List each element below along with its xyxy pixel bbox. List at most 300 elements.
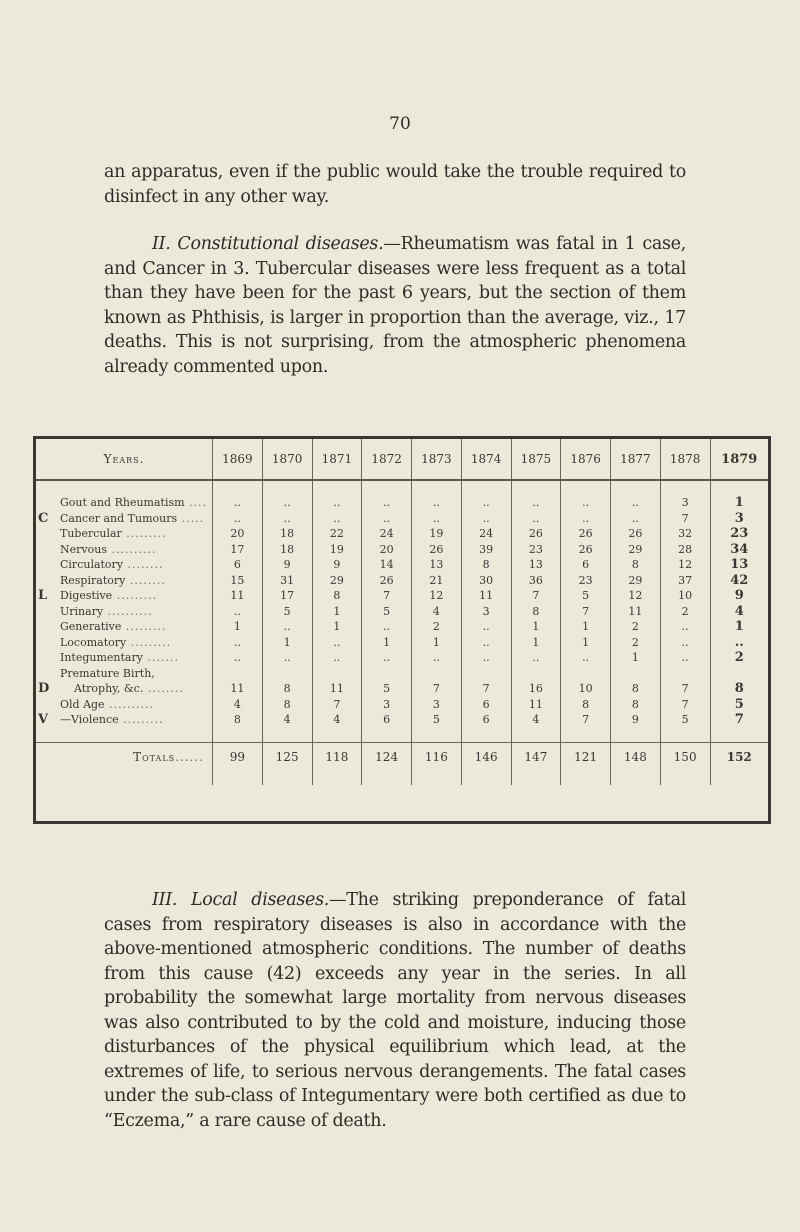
value-cell: .. [362,495,412,511]
value-cell: 7 [461,681,511,697]
value-cell: 7 [734,712,744,728]
spacer-cell [36,773,213,785]
table-row [36,573,768,589]
row-label [36,526,213,542]
value-cell: 23 [561,573,611,589]
spacer-cell [561,480,611,495]
value-cell: 26 [511,526,561,542]
value-cell: 34 [730,541,749,557]
section-body-local: —The striking preponderance of fatal cases from respiratory diseases is also in accordance with the above-mentioned atmospheric conditions. The number of deaths from this cause (42) exceeds any year in the series. In all probability the somewhat large mortality from nervous diseases was also contributed to by the cold and moisture, inducing those disturbances of the physical equilibrium which lead, at the extremes of life, to serious nervous derangements. The fatal cases under the sub-class of Integumentary were both certified as due to “Eczema,” a rare cause of death. [104,890,686,1131]
spacer-row [36,480,768,495]
totals-label-text: Totals [133,750,176,764]
value-cell: 11 [312,681,362,697]
value-cell: 5 [362,681,412,697]
value-cell: 8 [511,604,561,620]
value-cell: 2 [611,619,661,635]
spacer-cell [511,728,561,743]
totals-label [36,742,213,773]
empty-cell [213,666,263,682]
value-cell: 7 [312,697,362,713]
value-cell: 18 [262,526,312,542]
value-cell: 5 [561,588,611,604]
value-cell: 8 [611,697,661,713]
value-cell: 3 [734,510,744,526]
value-cell: 19 [412,526,462,542]
value-cell: .. [312,650,362,666]
total-cell: 152 [710,742,768,773]
leader-dots: ....... [142,651,179,665]
table-row [36,712,768,728]
value-cell: 2 [660,604,710,620]
value-cell: 1 [561,619,611,635]
value-cell: .. [213,650,263,666]
table-row [36,619,768,635]
value-cell: 10 [660,588,710,604]
value-cell: 11 [611,604,661,620]
spacer-cell [710,728,768,743]
leader-dots: ........ [143,682,184,696]
year-header: 1878 [660,439,710,480]
value-cell: 4 [412,604,462,620]
row-label [36,542,213,558]
value-cell: .. [213,604,263,620]
value-cell: 32 [660,526,710,542]
spacer-cell [710,773,768,785]
value-cell: 19 [312,542,362,558]
value-cell: 6 [561,557,611,573]
leader-dots: ......... [121,527,167,541]
value-cell: 6 [461,697,511,713]
spacer-cell [461,728,511,743]
empty-cell [660,666,710,682]
value-cell: 26 [362,573,412,589]
value-cell: 29 [611,573,661,589]
spacer-cell [710,480,768,495]
spacer-cell [362,480,412,495]
spacer-cell [262,728,312,743]
value-cell: .. [412,650,462,666]
table-row [36,681,768,697]
value-cell: 3 [660,495,710,511]
empty-cell [262,666,312,682]
years-header: Years. [36,439,213,480]
value-cell: 29 [312,573,362,589]
page-number: 70 [389,114,411,134]
row-label-text: Respiratory [60,573,126,587]
total-cell: 99 [213,742,263,773]
value-cell: .. [561,495,611,511]
value-cell: 5 [362,604,412,620]
spacer-cell [213,480,263,495]
value-cell: 7 [660,511,710,527]
value-cell: 36 [511,573,561,589]
row-label-text: Tubercular [60,527,122,541]
row-label-text: Generative [60,620,122,634]
value-cell: 1 [262,635,312,651]
spacer-cell [312,728,362,743]
value-cell: 14 [362,557,412,573]
value-cell: .. [461,635,511,651]
value-cell: .. [213,495,263,511]
value-cell: 8 [262,697,312,713]
leader-dots: ......... [121,620,167,634]
year-header: 1874 [461,439,511,480]
value-cell: 1 [312,604,362,620]
value-cell: .. [213,635,263,651]
value-cell: 1 [213,619,263,635]
row-label-text: Atrophy, &c. [74,682,144,696]
table-row [36,588,768,604]
row-label [36,511,213,527]
value-cell: .. [461,619,511,635]
section-heading-local: III. Local diseases. [152,890,330,910]
value-cell: .. [611,511,661,527]
value-cell: 13 [511,557,561,573]
leader-dots: ..... [177,511,205,525]
value-cell: 23 [730,526,749,542]
value-cell: 7 [511,588,561,604]
value-cell: .. [611,495,661,511]
total-cell: 125 [262,742,312,773]
value-cell: .. [213,511,263,527]
spacer-cell [36,728,213,743]
section-heading-constitutional: II. Constitutional diseases. [152,234,384,254]
value-cell: .. [262,650,312,666]
value-cell: 16 [511,681,561,697]
value-cell: 6 [362,712,412,728]
value-cell: 12 [660,557,710,573]
totals-row [36,742,768,773]
spacer-cell [660,728,710,743]
value-cell: 11 [213,588,263,604]
empty-cell [312,666,362,682]
leader-dots: ......... [118,713,164,727]
value-cell: 23 [511,542,561,558]
value-cell: 5 [734,696,744,712]
value-cell: 9 [262,557,312,573]
value-cell: 4 [213,697,263,713]
value-cell: .. [312,495,362,511]
group-letter-v: V [38,712,49,728]
value-cell: 2 [611,635,661,651]
value-cell: .. [262,511,312,527]
group-letter-c: C [38,510,49,526]
year-header: 1879 [710,439,768,480]
value-cell: 11 [461,588,511,604]
value-cell: 42 [730,572,749,588]
value-cell: 26 [561,542,611,558]
spacer-cell [611,480,661,495]
value-cell: 9 [312,557,362,573]
leader-dots: ........ [123,558,164,572]
value-cell: .. [734,634,744,650]
value-cell: 7 [660,697,710,713]
value-cell: 12 [611,588,661,604]
value-cell: 7 [561,712,611,728]
total-cell: 146 [461,742,511,773]
empty-cell [561,666,611,682]
value-cell: .. [561,511,611,527]
row-label-text: Cancer and Tumours [60,511,178,525]
value-cell: 4 [511,712,561,728]
total-cell: 124 [362,742,412,773]
empty-cell [412,666,462,682]
value-cell: 18 [262,542,312,558]
value-cell: 12 [412,588,462,604]
table-header-row [36,439,768,480]
leader-dots: .... [184,496,208,510]
total-cell: 148 [611,742,661,773]
value-cell: 3 [362,697,412,713]
spacer-cell [660,773,710,785]
value-cell: .. [511,511,561,527]
value-cell: 1 [611,650,661,666]
value-cell: 9 [734,588,744,604]
value-cell: 1 [412,635,462,651]
value-cell: 6 [213,557,263,573]
value-cell: 8 [461,557,511,573]
value-cell: 26 [412,542,462,558]
year-header: 1875 [511,439,561,480]
value-cell: .. [412,511,462,527]
year-header: 1869 [213,439,263,480]
row-label-text: Gout and Rheumatism [60,496,185,510]
spacer-cell [561,773,611,785]
value-cell: .. [362,619,412,635]
value-cell: 26 [561,526,611,542]
value-cell: .. [461,650,511,666]
spacer-cell [262,480,312,495]
value-cell: 11 [511,697,561,713]
leader-dots: ......... [126,635,172,649]
value-cell: 28 [660,542,710,558]
value-cell: 20 [362,542,412,558]
spacer-cell [511,773,561,785]
value-cell: .. [660,650,710,666]
row-label [36,666,213,682]
table-row [36,495,768,511]
spacer-cell [312,773,362,785]
value-cell: 4 [262,712,312,728]
paragraph-constitutional-diseases [104,232,686,379]
spacer-row [36,773,768,785]
mortality-table [33,436,771,824]
table-row [36,604,768,620]
spacer-cell [213,773,263,785]
value-cell: .. [461,495,511,511]
value-cell: 6 [461,712,511,728]
total-cell: 118 [312,742,362,773]
year-header: 1873 [412,439,462,480]
row-label-text: Locomatory [60,635,127,649]
table-row [36,635,768,651]
value-cell: 1 [362,635,412,651]
spacer-cell [461,773,511,785]
value-cell: .. [362,650,412,666]
value-cell: .. [660,619,710,635]
value-cell: 1 [511,635,561,651]
value-cell: 1 [511,619,561,635]
value-cell: .. [312,511,362,527]
value-cell: 5 [412,712,462,728]
value-cell: 2 [734,650,744,666]
year-header: 1877 [611,439,661,480]
spacer-cell [412,773,462,785]
spacer-cell [312,480,362,495]
row-label-text: Urinary [60,604,104,618]
value-cell: 8 [312,588,362,604]
row-label [36,681,213,697]
value-cell: 37 [660,573,710,589]
leader-dots: ......... [112,589,158,603]
value-cell: 1 [561,635,611,651]
spacer-cell [660,480,710,495]
spacer-cell [461,480,511,495]
row-label [36,635,213,651]
value-cell: 4 [312,712,362,728]
empty-cell [611,666,661,682]
value-cell: 24 [362,526,412,542]
row-label-text: Premature Birth, [60,666,155,680]
total-cell: 121 [561,742,611,773]
year-header: 1872 [362,439,412,480]
table-row [36,697,768,713]
value-cell: 17 [213,542,263,558]
table-row [36,650,768,666]
value-cell: 8 [561,697,611,713]
value-cell: 11 [213,681,263,697]
row-label [36,712,213,728]
leader-dots: .......... [104,697,155,711]
row-label-text: Digestive [60,589,113,603]
spacer-cell [611,773,661,785]
value-cell: 8 [611,557,661,573]
spacer-cell [262,773,312,785]
value-cell: .. [362,511,412,527]
row-label-text: Old Age [60,697,105,711]
spacer-cell [362,728,412,743]
value-cell: 17 [262,588,312,604]
value-cell: .. [312,635,362,651]
value-cell: .. [511,495,561,511]
spacer-cell [412,728,462,743]
value-cell: 13 [412,557,462,573]
value-cell: 5 [262,604,312,620]
row-label [36,588,213,604]
leader-dots: ........ [125,573,166,587]
value-cell: 13 [730,557,749,573]
value-cell: 3 [461,604,511,620]
value-cell: 7 [561,604,611,620]
leader-dots: ...... [175,750,204,764]
value-cell: 8 [213,712,263,728]
year-header: 1871 [312,439,362,480]
year-header: 1870 [262,439,312,480]
table-row [36,666,768,682]
value-cell: 10 [561,681,611,697]
row-label-text: Circulatory [60,558,124,572]
value-cell: .. [461,511,511,527]
value-cell: 21 [412,573,462,589]
value-cell: 4 [734,603,744,619]
value-cell: 29 [611,542,661,558]
value-cell: .. [561,650,611,666]
total-cell: 150 [660,742,710,773]
value-cell: 7 [660,681,710,697]
value-cell: .. [262,495,312,511]
value-cell: 15 [213,573,263,589]
row-label-text: Integumentary [60,651,143,665]
row-label-text: Nervous [60,542,107,556]
paragraph-local-diseases [104,888,686,1133]
value-cell: 9 [611,712,661,728]
value-cell: 8 [611,681,661,697]
row-label-text: —Violence [60,713,119,727]
paragraph-intro: an apparatus, even if the public would take the trouble required to disinfect in any other way. [104,162,686,207]
group-letter-d: D [38,681,50,697]
spacer-cell [412,480,462,495]
value-cell: 2 [412,619,462,635]
spacer-cell [213,728,263,743]
value-cell: 5 [660,712,710,728]
row-label [36,573,213,589]
value-cell: 7 [362,588,412,604]
row-label [36,650,213,666]
spacer-cell [362,773,412,785]
total-cell: 116 [412,742,462,773]
empty-cell [511,666,561,682]
value-cell: 1 [734,619,744,635]
value-cell: .. [412,495,462,511]
row-label [36,619,213,635]
table-row [36,526,768,542]
value-cell: 24 [461,526,511,542]
value-cell: 26 [611,526,661,542]
group-letter-l: L [38,588,48,604]
value-cell: 20 [213,526,263,542]
row-label [36,697,213,713]
value-cell: 8 [734,681,744,697]
spacer-cell [611,728,661,743]
table-row [36,542,768,558]
value-cell: 7 [412,681,462,697]
value-cell: 3 [412,697,462,713]
empty-cell [461,666,511,682]
empty-cell [710,666,768,682]
empty-cell [362,666,412,682]
value-cell: 22 [312,526,362,542]
section-body-constitutional: —Rheumatism was fatal in 1 case, and Cancer in 3. Tubercular diseases were less frequent as a total than they have been for the past 6 years, but the section of them known as Phthisis, is larger in proportion than the average, viz., 17 deaths. This is not surprising, from the atmospheric phenomena already commented upon. [104,234,686,377]
row-label [36,495,213,511]
value-cell: 1 [734,495,744,511]
value-cell: 30 [461,573,511,589]
spacer-row [36,728,768,743]
leader-dots: .......... [103,604,153,618]
total-cell: 147 [511,742,561,773]
spacer-cell [561,728,611,743]
value-cell: 31 [262,573,312,589]
value-cell: 1 [312,619,362,635]
spacer-cell [511,480,561,495]
table-row [36,511,768,527]
value-cell: .. [511,650,561,666]
row-label [36,557,213,573]
spacer-cell [36,480,213,495]
value-cell: 8 [262,681,312,697]
leader-dots: .......... [106,542,157,556]
row-label [36,604,213,620]
value-cell: 39 [461,542,511,558]
